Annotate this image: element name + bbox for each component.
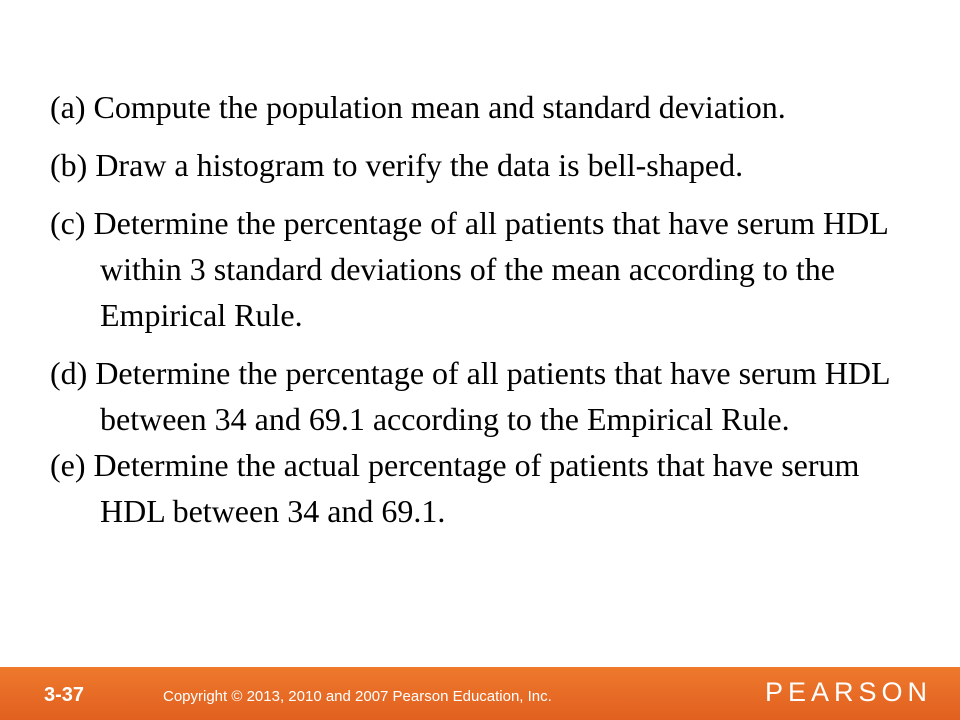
question-d: (d) Determine the percentage of all patients that have serum HDL between 34 and 69.1 according to the Empirical Rule. — [50, 355, 890, 437]
question-b: (b) Draw a histogram to verify the data is bell-shaped. — [50, 147, 744, 183]
pearson-logo: PEARSON — [764, 677, 932, 707]
question-list — [50, 84, 930, 534]
question-a: (a) Compute the population mean and standard deviation. — [50, 89, 786, 125]
slide-number: 3-37 — [44, 684, 85, 706]
question-c: (c) Determine the percentage of all patients that have serum HDL within 3 standard deviations of the mean according to the Empirical Rule. — [50, 205, 888, 333]
footer-bar — [0, 667, 960, 720]
question-e: (e) Determine the actual percentage of patients that have serum HDL between 34 and 69.1. — [50, 447, 860, 529]
copyright-notice: Copyright © 2013, 2010 and 2007 Pearson Education, Inc. — [163, 688, 552, 705]
